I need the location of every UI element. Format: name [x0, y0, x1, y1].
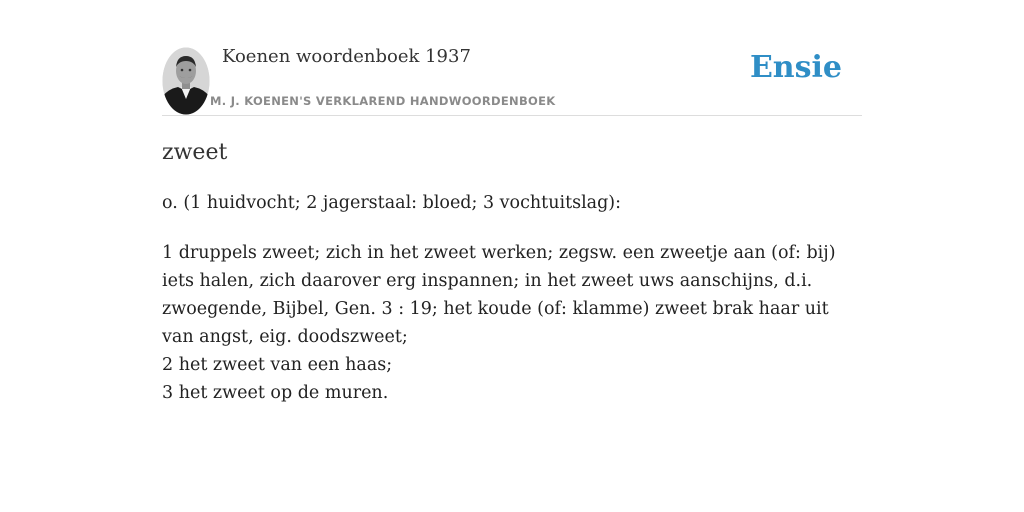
sense-1: 1 druppels zweet; zich in het zweet werken; zegsw. een zweetje aan (of: bij) iets halen, zich daarover erg inspannen; in het zweet uws aanschijns, d.i. zwoegende, Bijbel, Gen. 3 : 19; het koude (of: klamme) zweet brak haar uit van angst, eig. doodszweet; [162, 243, 836, 347]
sense-3: 3 het zweet op de muren. [162, 383, 389, 403]
ensie-logo-link[interactable]: Ensie [749, 50, 842, 85]
book-title[interactable]: Koenen woordenboek 1937 [222, 46, 471, 67]
author-portrait-icon [162, 47, 210, 115]
entry-senses [162, 239, 862, 407]
entry-grammar: o. (1 huidvocht; 2 jagerstaal: bloed; 3 vochtuitslag): [162, 193, 622, 213]
sense-2: 2 het zweet van een haas; [162, 355, 393, 375]
book-subtitle: M. J. KOENEN'S VERKLAREND HANDWOORDENBOEK [210, 94, 556, 108]
entry-headword: zweet [162, 140, 228, 165]
page [162, 0, 862, 512]
header [162, 0, 862, 116]
